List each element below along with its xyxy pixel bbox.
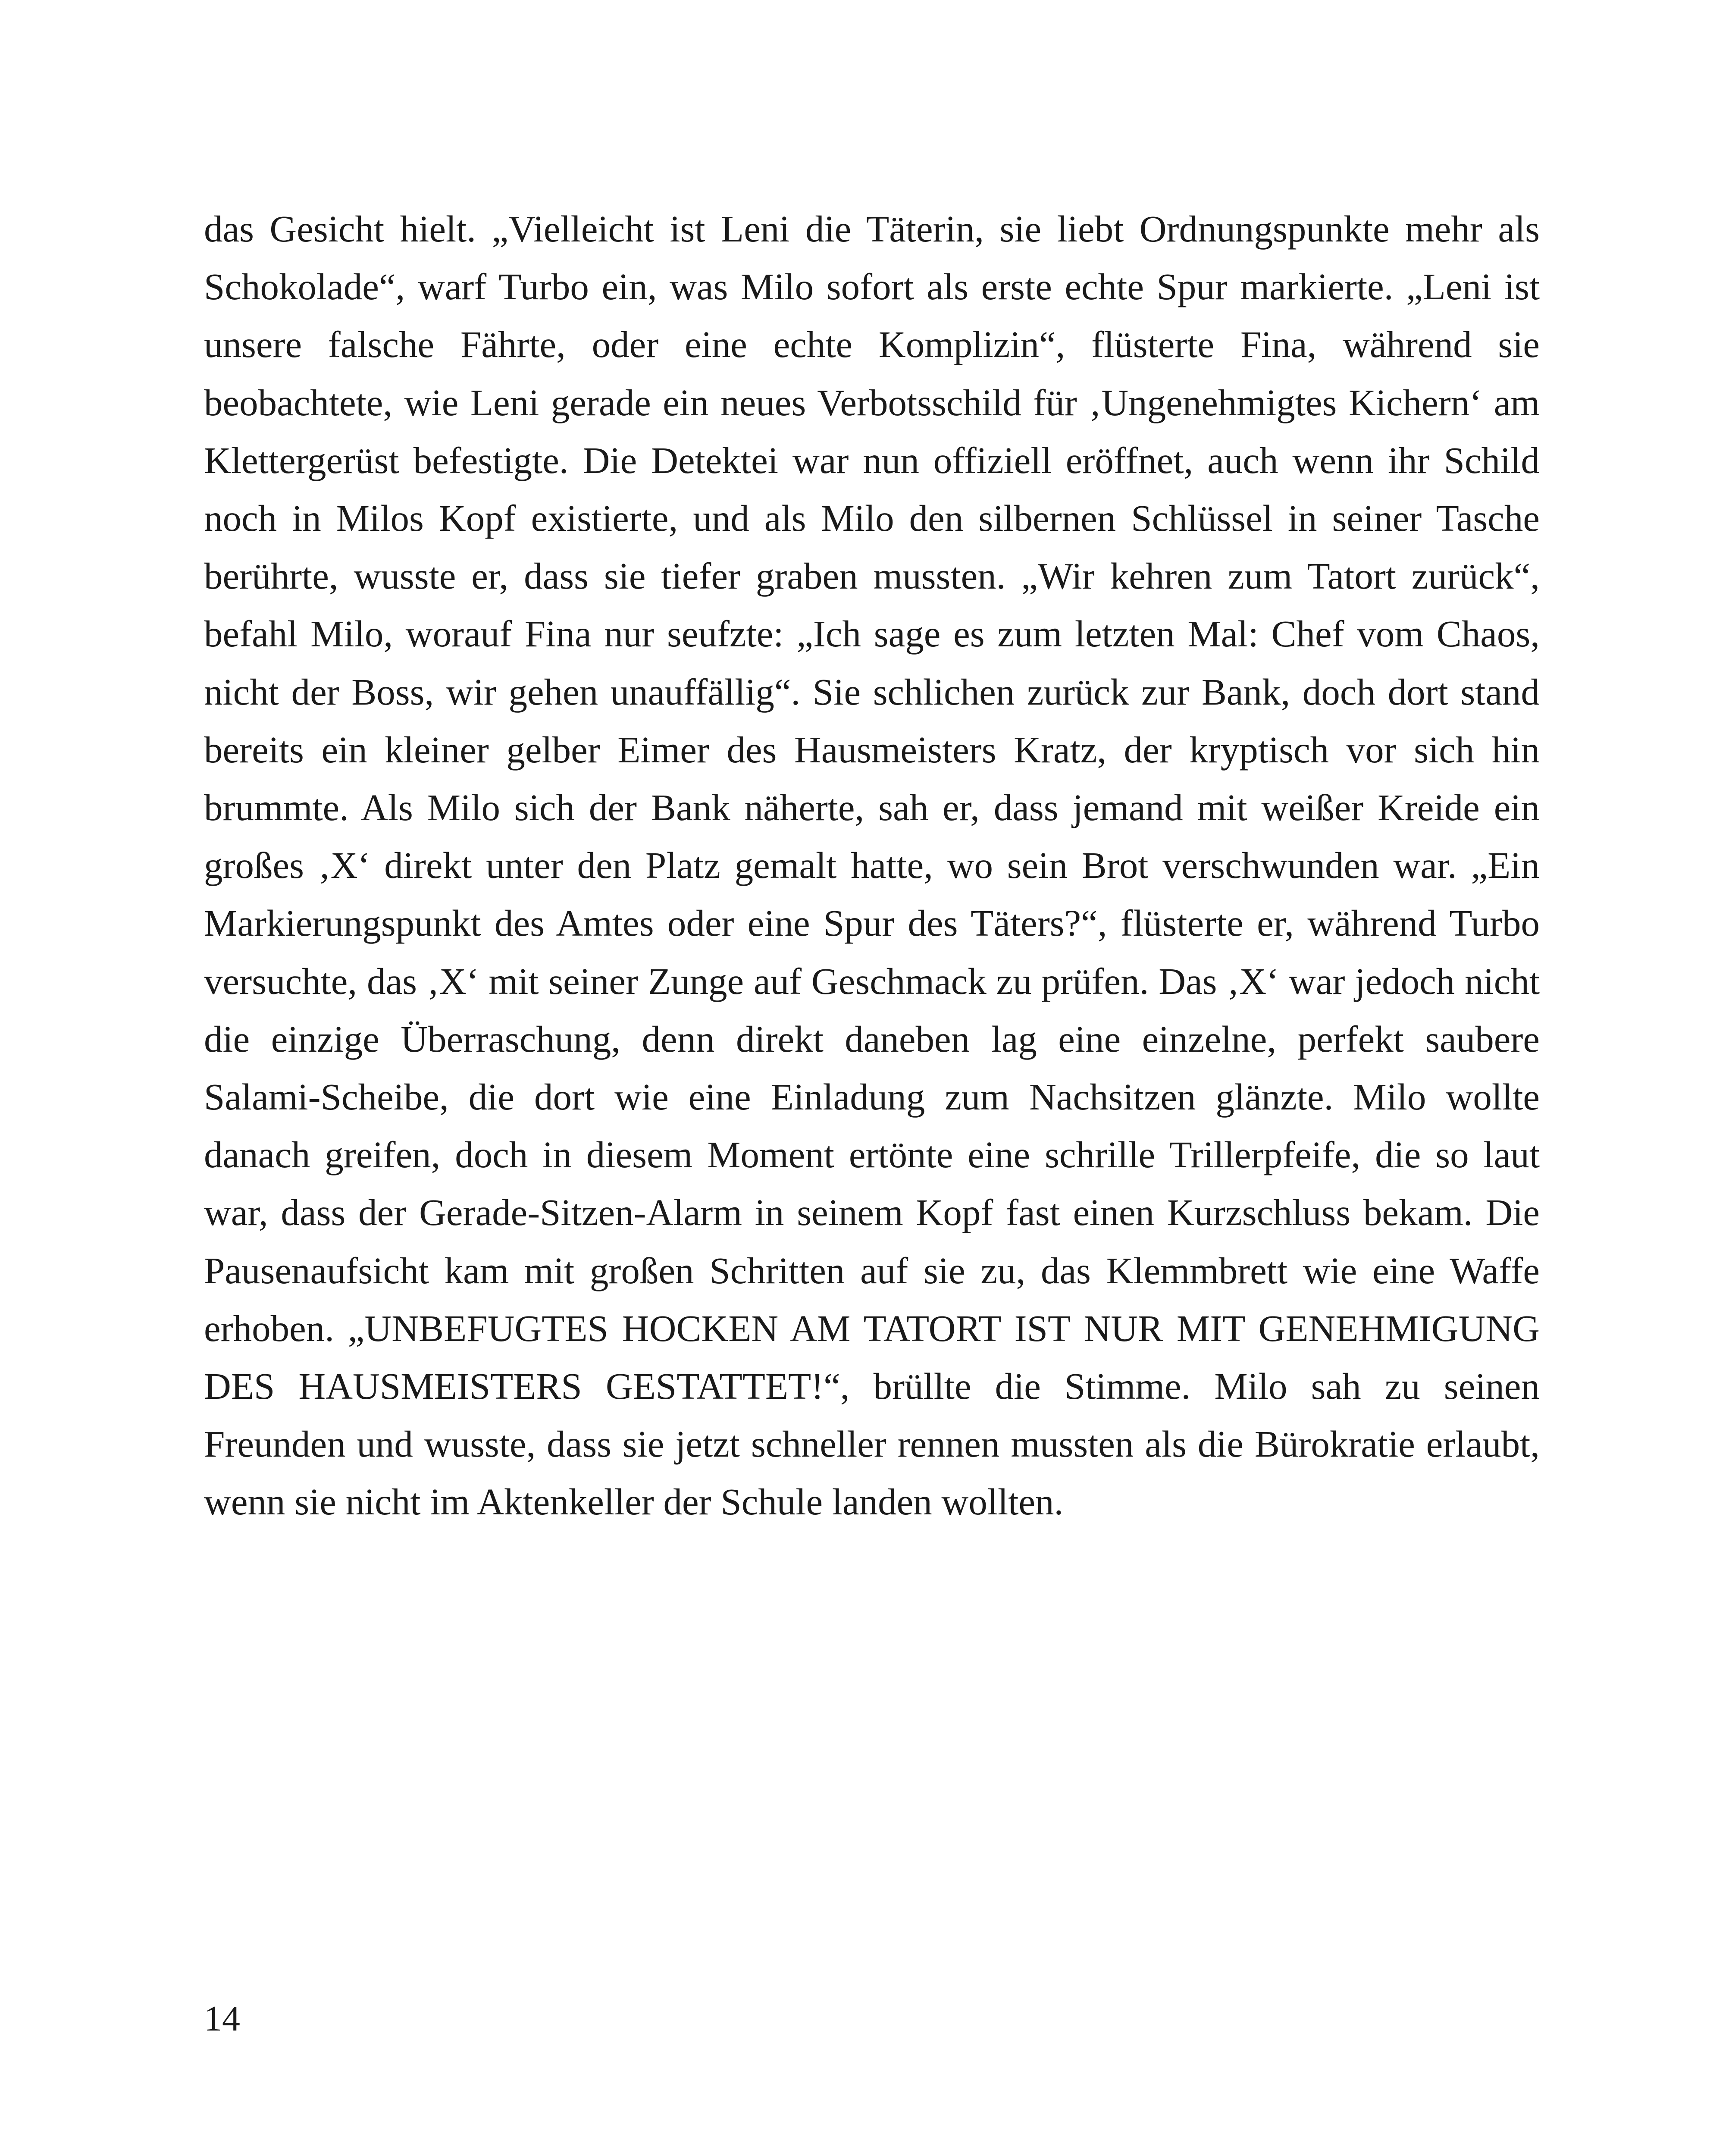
page-number: 14 bbox=[204, 1999, 240, 2039]
body-paragraph: das Gesicht hielt. „Vielleicht ist Leni die Täterin, sie liebt Ordnungspunkte mehr als Schokolade“, warf Turbo ein, was Milo sofort als erste echte Spur markierte. „Leni ist unsere falsche Fährte, oder eine echte Komplizin“, flüsterte Fina, während sie beobachtete, wie Leni gerade ein neues Verbotsschild für ‚Ungenehmigtes Kichern‘ am Klettergerüst befestigte. Die Detektei war nun offiziell eröffnet, auch wenn ihr Schild noch in Milos Kopf existierte, und als Milo den silbernen Schlüssel in seiner Tasche berührte, wusste er, dass sie tiefer graben mussten. „Wir kehren zum Tatort zurück“, befahl Milo, worauf Fina nur seufzte: „Ich sage es zum letzten Mal: Chef vom Chaos, nicht der Boss, wir gehen unauffällig“. Sie schlichen zurück zur Bank, doch dort stand bereits ein kleiner gelber Eimer des Hausmeisters Kratz, der kryptisch vor sich hin brummte. Als Milo sich der Bank näherte, sah er, dass jemand mit weißer Kreide ein großes ‚X‘ direkt unter den Platz gemalt hatte, wo sein Brot verschwunden war. „Ein Markierungspunkt des Amtes oder eine Spur des Täters?“, flüsterte er, während Turbo versuchte, das ‚X‘ mit seiner Zunge auf Geschmack zu prüfen. Das ‚X‘ war jedoch nicht die einzige Überraschung, denn direkt daneben lag eine einzelne, perfekt saubere Salami-Scheibe, die dort wie eine Einladung zum Nachsitzen glänzte. Milo wollte danach greifen, doch in diesem Moment ertönte eine schrille Trillerpfeife, die so laut war, dass der Gerade-Sitzen-Alarm in seinem Kopf fast einen Kurzschluss bekam. Die Pausenaufsicht kam mit großen Schritten auf sie zu, das Klemmbrett wie eine Waffe erhoben. „UNBEFUGTES HOCKEN AM TATORT IST NUR MIT GENEHMIGUNG DES HAUSMEISTERS GESTATTET!“, brüllte die Stimme. Milo sah zu seinen Freunden und wusste, dass sie jetzt schneller rennen mussten als die Bürokratie erlaubt, wenn sie nicht im Aktenkeller der Schule landen wollten. bbox=[204, 208, 1540, 1523]
